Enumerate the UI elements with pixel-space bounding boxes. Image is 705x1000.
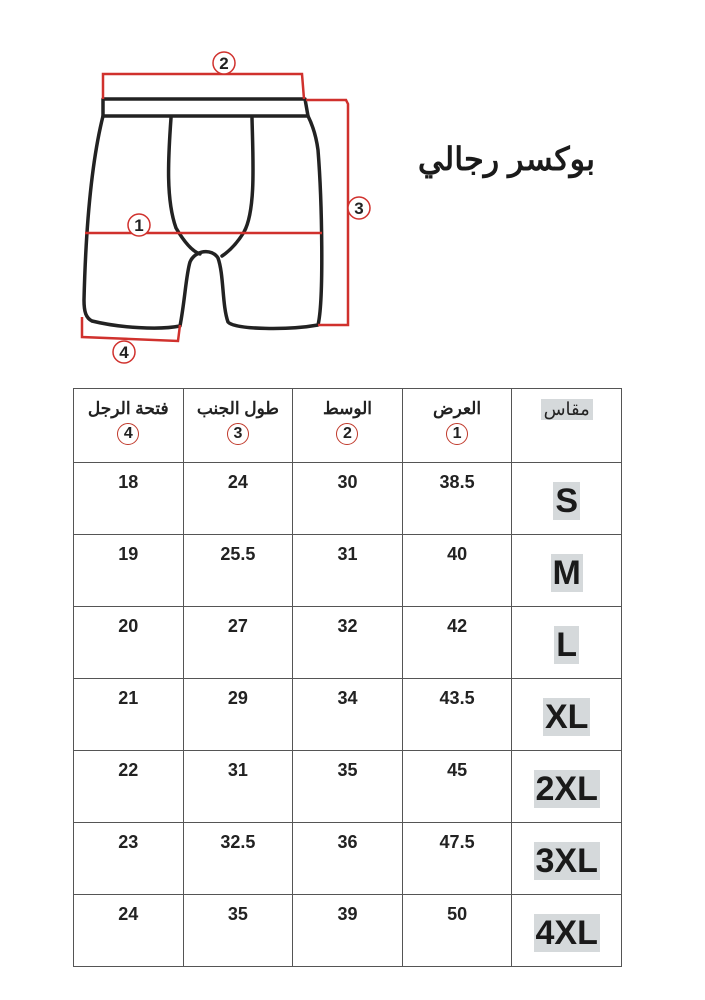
side-length-measure-line bbox=[306, 100, 348, 325]
size-cell bbox=[512, 535, 622, 607]
marker-4 bbox=[113, 341, 135, 363]
side-length-cell: 29 bbox=[183, 679, 293, 751]
boxer-outline bbox=[84, 99, 322, 328]
header-side-length bbox=[183, 389, 293, 463]
size-label: 4XL bbox=[535, 913, 598, 952]
width-cell: 47.5 bbox=[402, 823, 512, 895]
size-cell bbox=[512, 607, 622, 679]
size-chart-table bbox=[73, 388, 622, 967]
waist-cell: 36 bbox=[293, 823, 403, 895]
size-label: L bbox=[556, 625, 578, 664]
width-cell: 50 bbox=[402, 895, 512, 967]
side-length-cell: 32.5 bbox=[183, 823, 293, 895]
width-cell: 42 bbox=[402, 607, 512, 679]
leg-opening-cell: 20 bbox=[74, 607, 184, 679]
size-cell bbox=[512, 751, 622, 823]
marker-1-badge: 1 bbox=[446, 423, 468, 445]
size-label: XL bbox=[544, 697, 589, 736]
width-cell: 43.5 bbox=[402, 679, 512, 751]
side-length-cell: 35 bbox=[183, 895, 293, 967]
width-cell: 40 bbox=[402, 535, 512, 607]
side-length-cell: 25.5 bbox=[183, 535, 293, 607]
table-row bbox=[74, 751, 622, 823]
size-cell bbox=[512, 463, 622, 535]
side-length-cell: 31 bbox=[183, 751, 293, 823]
waist-cell: 31 bbox=[293, 535, 403, 607]
leg-opening-cell: 21 bbox=[74, 679, 184, 751]
waist-cell: 30 bbox=[293, 463, 403, 535]
leg-opening-cell: 18 bbox=[74, 463, 184, 535]
table-row bbox=[74, 463, 622, 535]
width-cell: 38.5 bbox=[402, 463, 512, 535]
header-label: الوسط bbox=[322, 399, 373, 418]
table-row bbox=[74, 535, 622, 607]
svg-text:2: 2 bbox=[219, 54, 229, 73]
header-label: فتحة الرجل bbox=[87, 399, 169, 418]
marker-2-badge: 2 bbox=[336, 423, 358, 445]
header-label: مقاس bbox=[541, 399, 593, 420]
table-row bbox=[74, 823, 622, 895]
waist-cell: 35 bbox=[293, 751, 403, 823]
size-cell bbox=[512, 895, 622, 967]
table-row bbox=[74, 607, 622, 679]
header-width bbox=[402, 389, 512, 463]
svg-text:3: 3 bbox=[354, 199, 364, 218]
width-cell: 45 bbox=[402, 751, 512, 823]
marker-4-badge: 4 bbox=[117, 423, 139, 445]
size-label: 2XL bbox=[535, 769, 598, 808]
table-row bbox=[74, 895, 622, 967]
header-leg-opening bbox=[74, 389, 184, 463]
size-label: 3XL bbox=[535, 841, 598, 880]
size-cell bbox=[512, 823, 622, 895]
table-row bbox=[74, 679, 622, 751]
waist-cell: 34 bbox=[293, 679, 403, 751]
marker-2 bbox=[213, 52, 235, 74]
header-waist bbox=[293, 389, 403, 463]
header-size bbox=[512, 389, 622, 463]
side-length-cell: 24 bbox=[183, 463, 293, 535]
product-title: بوكسر رجالي bbox=[417, 141, 595, 177]
size-label: M bbox=[552, 553, 581, 592]
header-label: العرض bbox=[433, 399, 482, 418]
size-label: S bbox=[555, 481, 579, 520]
leg-opening-cell: 19 bbox=[74, 535, 184, 607]
svg-text:4: 4 bbox=[119, 343, 129, 362]
size-cell bbox=[512, 679, 622, 751]
svg-text:1: 1 bbox=[134, 216, 144, 235]
waist-cell: 39 bbox=[293, 895, 403, 967]
waist-cell: 32 bbox=[293, 607, 403, 679]
leg-opening-cell: 22 bbox=[74, 751, 184, 823]
header-label: طول الجنب bbox=[196, 399, 279, 418]
table-header-row bbox=[74, 389, 622, 463]
marker-3-badge: 3 bbox=[227, 423, 249, 445]
waist-measure-line bbox=[103, 74, 304, 99]
side-length-cell: 27 bbox=[183, 607, 293, 679]
leg-opening-cell: 24 bbox=[74, 895, 184, 967]
boxer-diagram bbox=[0, 0, 705, 380]
leg-opening-cell: 23 bbox=[74, 823, 184, 895]
marker-3 bbox=[348, 197, 370, 219]
marker-1 bbox=[128, 214, 150, 236]
